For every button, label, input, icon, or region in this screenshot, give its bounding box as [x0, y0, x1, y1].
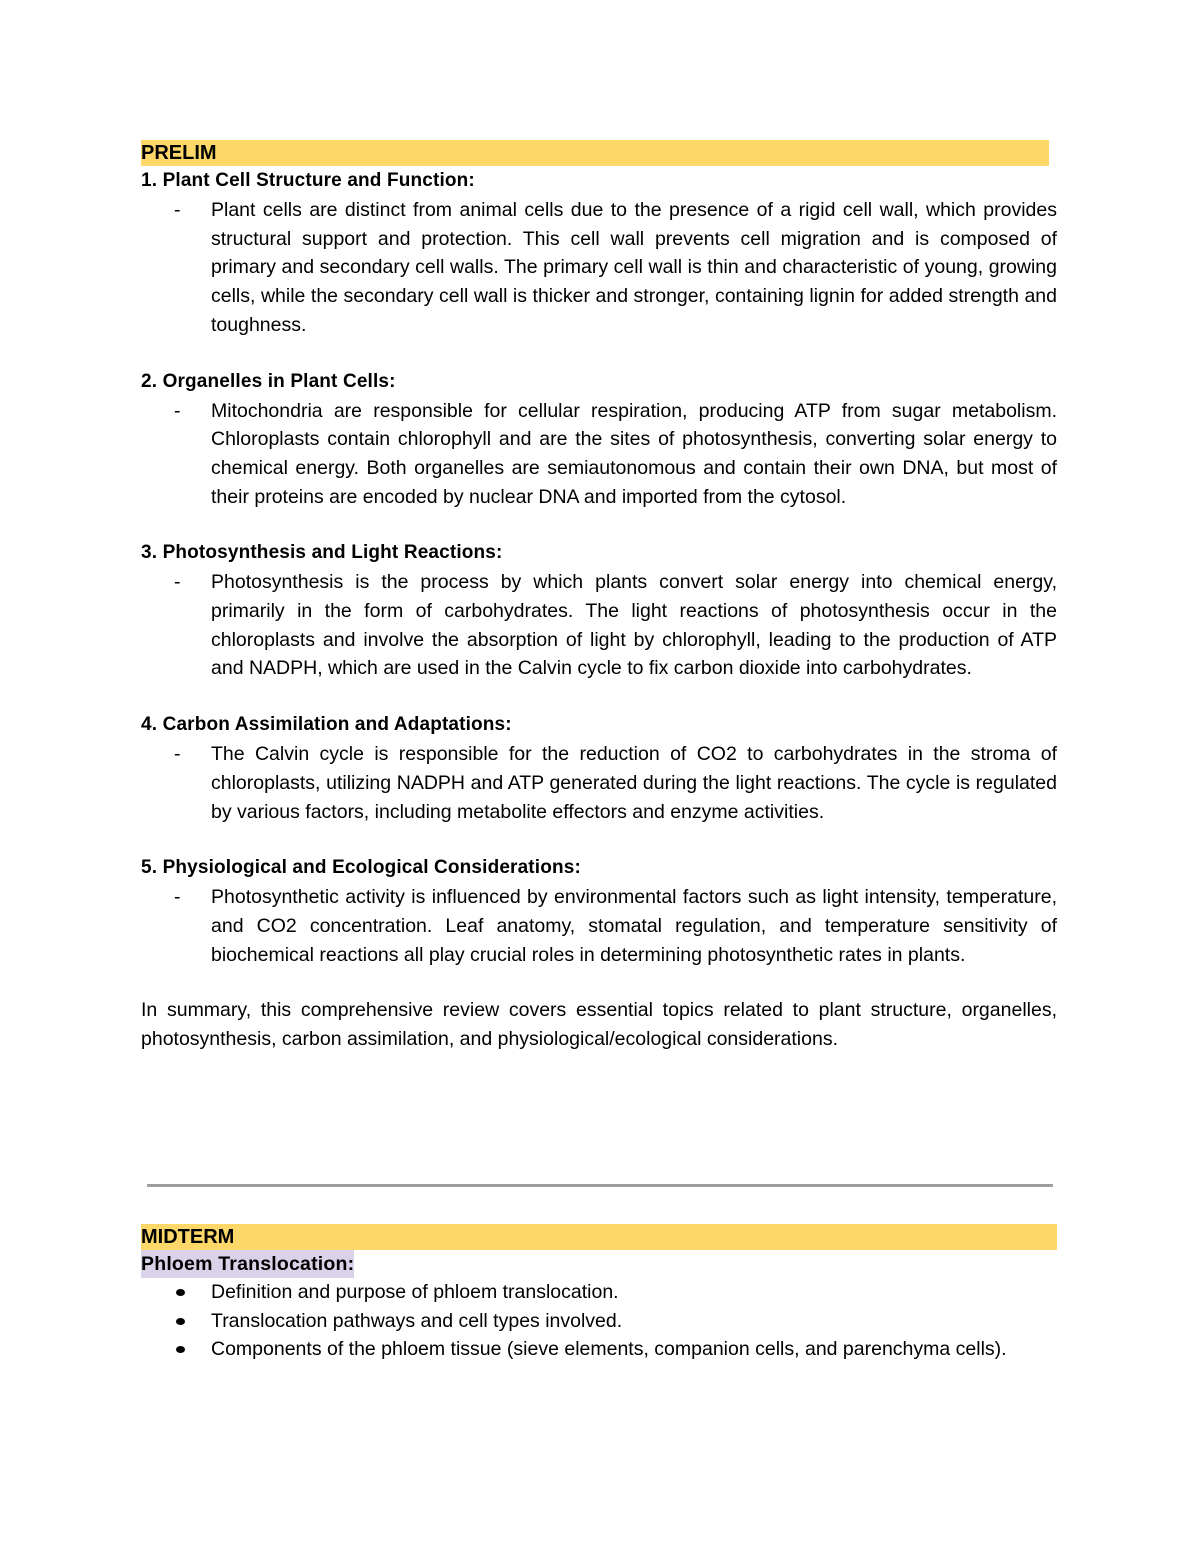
list-item	[141, 1278, 1057, 1307]
subheading-row	[141, 1250, 1057, 1278]
dash-marker: -	[174, 743, 181, 766]
dash-marker: -	[174, 199, 181, 221]
section-heading-3: 3. Photosynthesis and Light Reactions:	[141, 542, 503, 564]
section-item-2	[141, 397, 1057, 512]
section-heading-1: 1. Plant Cell Structure and Function:	[141, 170, 475, 191]
dash-marker: -	[174, 399, 181, 422]
section-text-5: Photosynthetic activity is influenced by environmental factors such as light intensity, temperature, and CO2 concentration. Leaf anatomy, stomatal regulation, and temperature sensitivity of biochemical reactions all play crucial roles in determining photosynthetic rates in plants.	[211, 886, 1057, 966]
section-item-4	[141, 740, 1057, 826]
bullet-text-3: Components of the phloem tissue (sieve elements, companion cells, and parenchyma cells).	[211, 1338, 1007, 1361]
prelim-block	[141, 140, 1057, 1054]
list-item	[141, 1335, 1057, 1364]
bullet-icon	[141, 1307, 211, 1336]
prelim-label: PRELIM	[141, 140, 1049, 166]
section-text-1: Plant cells are distinct from animal cells due to the presence of a rigid cell wall, which provides structural support and protection. This cell wall prevents cell migration and is composed of primary and secondary cell walls. The primary cell wall is thin and characteristic of young, growing cells, while the secondary cell wall is thicker and stronger, containing lignin for added strength and toughness.	[211, 199, 1057, 336]
list-item	[141, 1307, 1057, 1336]
summary-paragraph: In summary, this comprehensive review covers essential topics related to plant structure, organelles, photosynthesis, carbon assimilation, and physiological/ecological considerations.	[141, 999, 1057, 1051]
bullet-text-1: Definition and purpose of phloem translocation.	[211, 1281, 619, 1303]
section-text-4: The Calvin cycle is responsible for the reduction of CO2 to carbohydrates in the stroma of chloroplasts, utilizing NADPH and ATP generated during the light reactions. The cycle is regulated by various factors, including metabolite effectors and enzyme activities.	[211, 743, 1057, 823]
midterm-block	[141, 1224, 1057, 1364]
dash-marker: -	[174, 886, 181, 909]
section-heading-4: 4. Carbon Assimilation and Adaptations:	[141, 714, 512, 736]
section-heading-2: 2. Organelles in Plant Cells:	[141, 370, 396, 392]
horizontal-divider	[147, 1184, 1053, 1187]
midterm-label: MIDTERM	[141, 1224, 1057, 1250]
bullet-icon	[141, 1278, 211, 1307]
section-item-3	[141, 568, 1057, 683]
dash-marker: -	[174, 571, 181, 594]
section-item-1	[141, 196, 1057, 340]
section-text-3: Photosynthesis is the process by which plants convert solar energy into chemical energy, primarily in the form of carbohydrates. The light reactions of photosynthesis occur in the chloroplasts and involve the absorption of light by chlorophyll, leading to the production of ATP and NADPH, which are used in the Calvin cycle to fix carbon dioxide into carbohydrates.	[211, 571, 1057, 680]
bullet-text-2: Translocation pathways and cell types involved.	[211, 1309, 623, 1332]
bullet-icon	[141, 1335, 211, 1364]
phloem-subheading: Phloem Translocation:	[141, 1250, 354, 1278]
section-item-5	[141, 883, 1057, 969]
section-heading-5: 5. Physiological and Ecological Considerations:	[141, 857, 581, 879]
section-text-2: Mitochondria are responsible for cellular respiration, producing ATP from sugar metabolism. Chloroplasts contain chlorophyll and are the sites of photosynthesis, converting solar energy to chemical energy. Both organelles are semiautonomous and contain their own DNA, but most of their proteins are encoded by nuclear DNA and imported from the cytosol.	[211, 399, 1057, 508]
